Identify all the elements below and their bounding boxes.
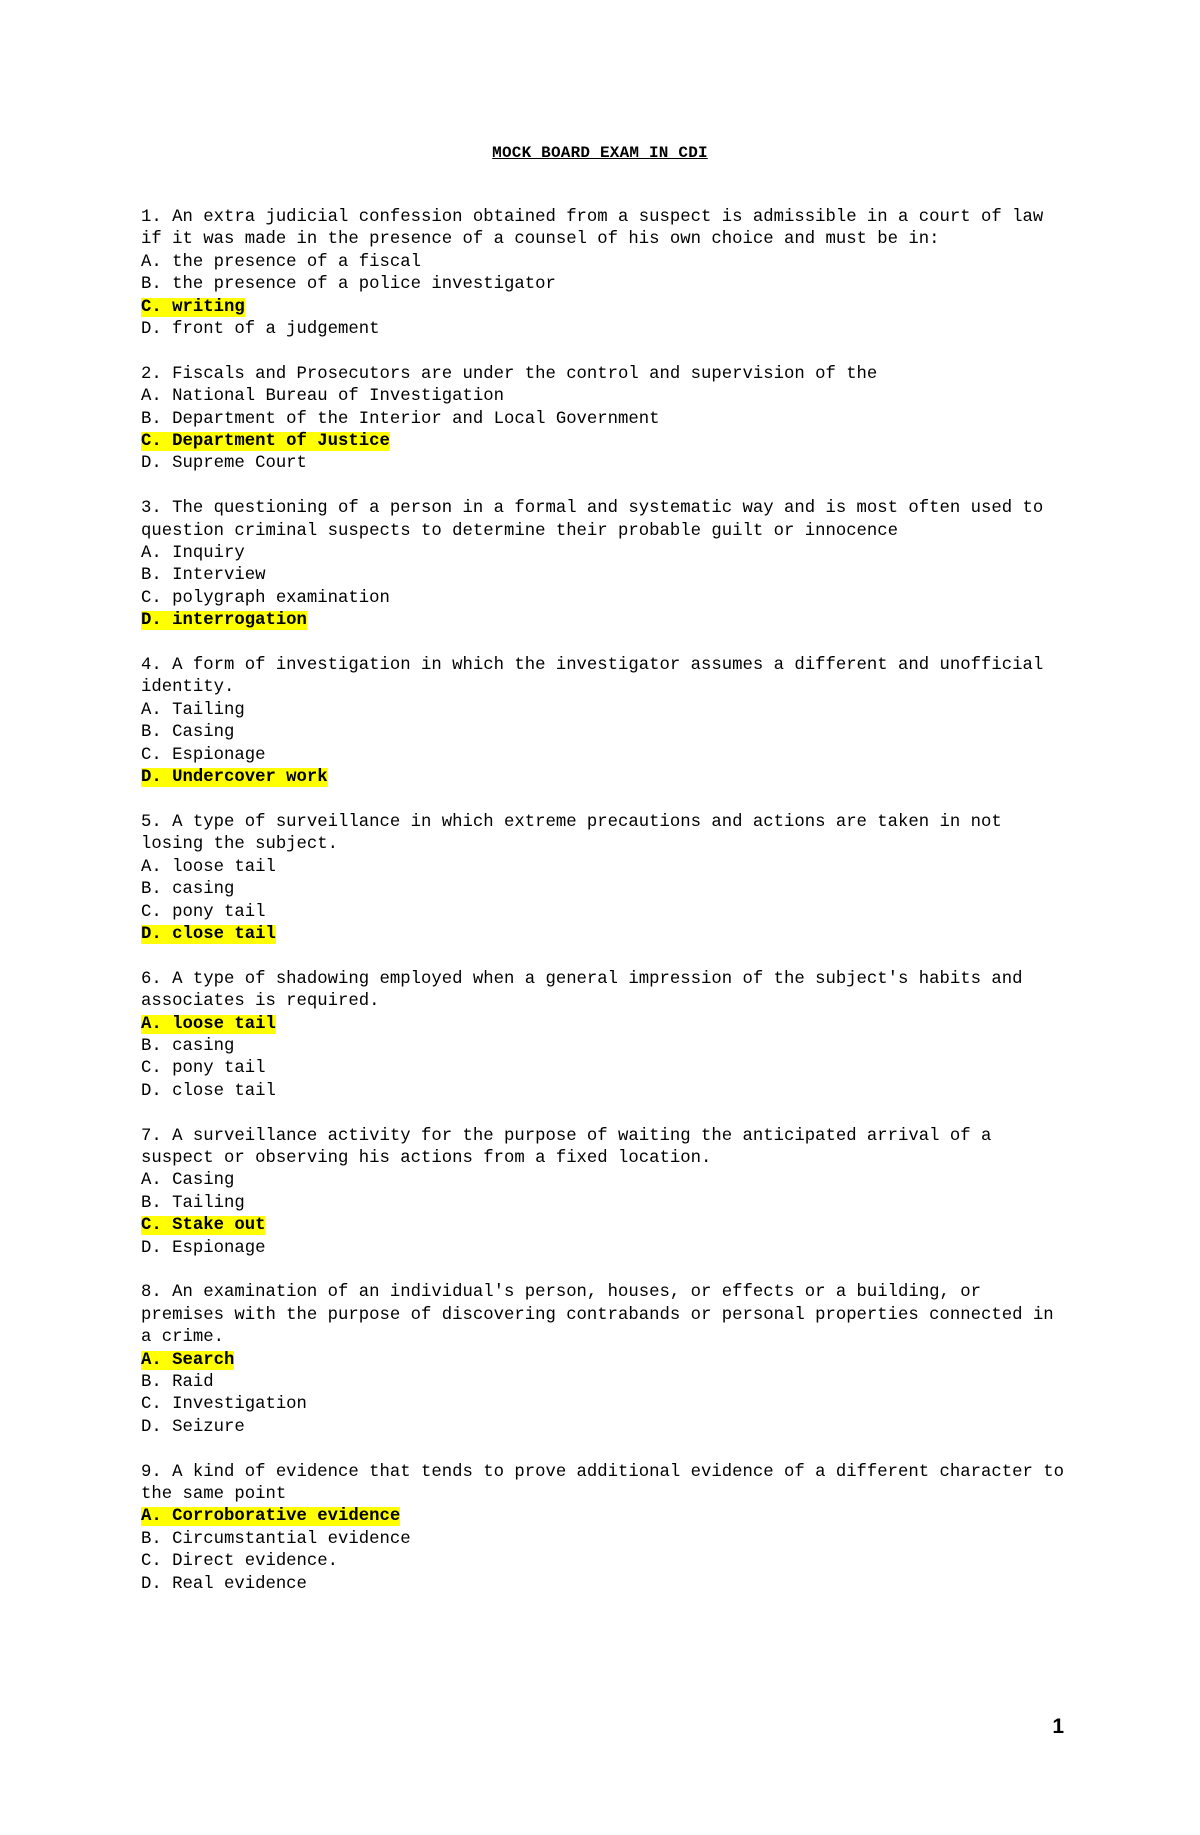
answer-option bbox=[141, 1170, 1071, 1192]
question-stem: 4. A form of investigation in which the investigator assumes a different and unofficial identity. bbox=[141, 656, 1054, 698]
answer-option-text: C. Direct evidence. bbox=[141, 1552, 339, 1572]
answer-option bbox=[141, 857, 1071, 879]
answer-option-text: A. Casing bbox=[141, 1171, 235, 1191]
answer-option bbox=[141, 1081, 1071, 1103]
answer-option-text: D. interrogation bbox=[141, 611, 307, 631]
answer-option-correct bbox=[141, 924, 1071, 946]
answer-option-text: D. close tail bbox=[141, 1081, 276, 1101]
answer-option-correct bbox=[141, 1215, 1071, 1237]
answer-option-text: B. Department of the Interior and Local Government bbox=[141, 409, 660, 429]
answer-option-text: B. casing bbox=[141, 880, 235, 900]
answer-option-text: B. Interview bbox=[141, 566, 266, 586]
answer-option-correct bbox=[141, 767, 1071, 789]
answer-option bbox=[141, 700, 1071, 722]
question-item bbox=[141, 1462, 1075, 1596]
page-number: 1 bbox=[1052, 1715, 1064, 1738]
answer-option bbox=[141, 1193, 1071, 1215]
question-stem: 7. A surveillance activity for the purpose of waiting the anticipated arrival of a suspect or observing his actions from a fixed location. bbox=[141, 1126, 1002, 1168]
question-stem: 2. Fiscals and Prosecutors are under the control and supervision of the bbox=[141, 364, 878, 384]
answer-option-text: C. pony tail bbox=[141, 902, 266, 922]
answer-option bbox=[141, 274, 1071, 296]
answer-option bbox=[141, 386, 1071, 408]
answer-option-text: B. Tailing bbox=[141, 1193, 245, 1213]
answer-option-correct bbox=[141, 610, 1071, 632]
answer-option-text: B. Raid bbox=[141, 1373, 214, 1393]
answer-option bbox=[141, 543, 1071, 565]
question-item bbox=[141, 498, 1071, 632]
answer-option-text: C. Stake out bbox=[141, 1216, 266, 1236]
answer-option-text: C. polygraph examination bbox=[141, 588, 390, 608]
answer-option bbox=[141, 453, 1071, 475]
question-stem: 6. A type of shadowing employed when a general impression of the subject's habits and associates is required. bbox=[141, 969, 1033, 1012]
answer-option-text: A. Inquiry bbox=[141, 544, 245, 564]
answer-option bbox=[141, 1529, 1071, 1551]
answer-option-text: A. loose tail bbox=[141, 857, 276, 877]
answer-option bbox=[141, 252, 1071, 274]
answer-option bbox=[141, 1372, 1071, 1394]
answer-option bbox=[141, 1036, 1071, 1058]
question-item bbox=[141, 812, 1071, 946]
answer-option-text: D. Real evidence bbox=[141, 1574, 307, 1594]
answer-option-text: A. National Bureau of Investigation bbox=[141, 387, 504, 407]
answer-option-text: C. writing bbox=[141, 297, 245, 317]
answer-option-text: A. Corroborative evidence bbox=[141, 1507, 401, 1527]
answer-option-text: C. Investigation bbox=[141, 1395, 307, 1415]
question-item bbox=[141, 1282, 1071, 1439]
answer-option bbox=[141, 565, 1071, 587]
answer-option-text: D. Espionage bbox=[141, 1238, 266, 1258]
answer-option-text: D. Supreme Court bbox=[141, 454, 307, 474]
answer-option bbox=[141, 902, 1071, 924]
question-stem: 1. An extra judicial confession obtained from a suspect is admissible in a court of law if it was made in the presence of a counsel of his own choice and must be in: bbox=[141, 208, 1054, 250]
answer-option bbox=[141, 745, 1071, 767]
question-item bbox=[141, 969, 1071, 1103]
answer-option bbox=[141, 722, 1071, 744]
answer-option-correct bbox=[141, 1014, 1071, 1036]
answer-option-text: D. Undercover work bbox=[141, 768, 328, 788]
question-item bbox=[141, 1126, 1071, 1260]
answer-option-text: C. Department of Justice bbox=[141, 432, 390, 452]
document-title: MOCK BOARD EXAM IN CDI bbox=[492, 144, 708, 162]
answer-option-text: A. Search bbox=[141, 1350, 235, 1370]
question-stem: 8. An examination of an individual's person, houses, or effects or a building, or premises with the purpose of discovering contrabands or personal properties connected in a crime. bbox=[141, 1283, 1064, 1348]
answer-option bbox=[141, 1417, 1071, 1439]
answer-option-text: B. Casing bbox=[141, 723, 235, 743]
answer-option-text: C. pony tail bbox=[141, 1059, 266, 1079]
question-stem: 3. The questioning of a person in a formal and systematic way and is most often used to question criminal suspects to determine their probable guilt or innocence bbox=[141, 499, 1054, 541]
question-stem: 9. A kind of evidence that tends to prove additional evidence of a different character to the same point bbox=[141, 1462, 1075, 1505]
answer-option bbox=[141, 1238, 1071, 1260]
answer-option bbox=[141, 588, 1071, 610]
answer-option-text: B. casing bbox=[141, 1036, 235, 1056]
answer-option bbox=[141, 1058, 1071, 1080]
answer-option-correct bbox=[141, 1506, 1071, 1528]
answer-option-correct bbox=[141, 431, 1071, 453]
answer-option-text: D. front of a judgement bbox=[141, 320, 380, 340]
answer-option bbox=[141, 409, 1071, 431]
question-stem: 5. A type of surveillance in which extreme precautions and actions are taken in not losing the subject. bbox=[141, 812, 1013, 855]
answer-option bbox=[141, 879, 1071, 901]
answer-option-text: D. close tail bbox=[141, 924, 276, 944]
answer-option bbox=[141, 319, 1071, 341]
question-item bbox=[141, 364, 1071, 476]
question-item bbox=[141, 655, 1071, 789]
answer-option-correct bbox=[141, 297, 1071, 319]
answer-option-text: B. the presence of a police investigator bbox=[141, 275, 556, 295]
answer-option-text: A. the presence of a fiscal bbox=[141, 252, 422, 272]
answer-option bbox=[141, 1574, 1071, 1596]
answer-option-text: D. Seizure bbox=[141, 1417, 245, 1437]
question-item bbox=[141, 207, 1071, 341]
answer-option-text: A. loose tail bbox=[141, 1014, 276, 1034]
answer-option-correct bbox=[141, 1350, 1071, 1372]
answer-option bbox=[141, 1394, 1071, 1416]
question-list bbox=[141, 207, 1075, 1618]
answer-option-text: C. Espionage bbox=[141, 745, 266, 765]
answer-option-text: B. Circumstantial evidence bbox=[141, 1529, 411, 1549]
answer-option bbox=[141, 1551, 1071, 1573]
answer-option-text: A. Tailing bbox=[141, 700, 245, 720]
